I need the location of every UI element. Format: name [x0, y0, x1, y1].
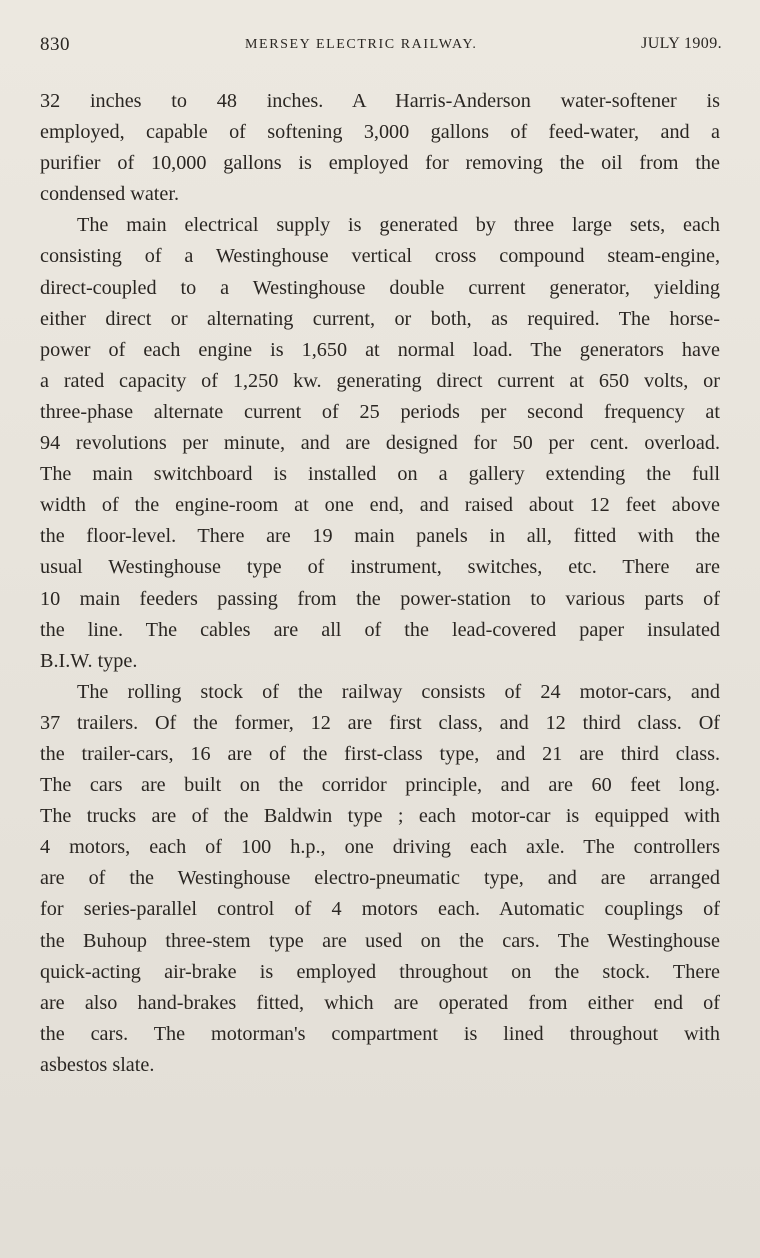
page-number: 830: [40, 34, 70, 55]
paragraph-2-line-15: B.I.W. type.: [40, 649, 138, 672]
paragraph-3-line-6: 4 motors, each of 100 h.p., one driving each axle. The controllers: [40, 836, 720, 859]
paragraph-2-line-9: The main switchboard is installed on a gallery extending the full: [40, 463, 720, 486]
paragraph-3-line-4: The cars are built on the corridor principle, and are 60 feet long.: [40, 774, 720, 797]
paragraph-3-line-3: the trailer-cars, 16 are of the first-class type, and 21 are third class.: [40, 742, 720, 765]
paragraph-2-line-4: either direct or alternating current, or both, as required. The horse-: [40, 307, 720, 330]
paragraph-2-line-10: width of the engine-room at one end, and raised about 12 feet above: [40, 494, 720, 517]
paragraph-3-line-10: quick-acting air-brake is employed throughout on the stock. There: [40, 960, 720, 983]
paragraph-3-line-9: the Buhoup three-stem type are used on the cars. The Westinghouse: [40, 929, 720, 952]
paragraph-2-line-7: three-phase alternate current of 25 periods per second frequency at: [40, 400, 720, 423]
running-head: [40, 34, 722, 56]
issue-date: JULY 1909.: [641, 35, 722, 52]
paragraph-3-line-7: are of the Westinghouse electro-pneumatic type, and are arranged: [40, 867, 720, 890]
paragraph-3-line-5: The trucks are of the Baldwin type ; each motor-car is equipped with: [40, 805, 720, 828]
paragraph-2-line-8: 94 revolutions per minute, and are designed for 50 per cent. overload.: [40, 432, 720, 455]
paragraph-1-line-3: purifier of 10,000 gallons is employed for removing the oil from the: [40, 152, 720, 175]
paragraph-2-line-5: power of each engine is 1,650 at normal load. The generators have: [40, 338, 720, 361]
paragraph-3-line-2: 37 trailers. Of the former, 12 are first class, and 12 third class. Of: [40, 711, 720, 734]
paragraph-3-line-8: for series-parallel control of 4 motors each. Automatic couplings of: [40, 898, 720, 921]
paragraph-3-line-13: asbestos slate.: [40, 1053, 155, 1076]
paragraph-2-line-11: the floor-level. There are 19 main panels in all, fitted with the: [40, 525, 720, 548]
paragraph-3-line-1: The rolling stock of the railway consists of 24 motor-cars, and: [77, 680, 720, 703]
paragraph-1-line-4: condensed water.: [40, 183, 180, 206]
journal-title: MERSEY ELECTRIC RAILWAY.: [245, 37, 478, 52]
paragraph-2-line-3: direct-coupled to a Westinghouse double current generator, yielding: [40, 276, 720, 299]
paragraph-2-line-12: usual Westinghouse type of instrument, switches, etc. There are: [40, 556, 720, 579]
paragraph-1-line-1: 32 inches to 48 inches. A Harris-Anderson water-softener is: [40, 90, 720, 112]
paragraph-2-line-14: the line. The cables are all of the lead-covered paper insulated: [40, 618, 720, 641]
paragraph-2-line-13: 10 main feeders passing from the power-station to various parts of: [40, 587, 720, 610]
paragraph-2-line-1: The main electrical supply is generated by three large sets, each: [77, 214, 720, 237]
paragraph-1-line-2: employed, capable of softening 3,000 gallons of feed-water, and a: [40, 121, 720, 144]
paragraph-2-line-6: a rated capacity of 1,250 kw. generating direct current at 650 volts, or: [40, 369, 720, 392]
paragraph-3-line-11: are also hand-brakes fitted, which are operated from either end of: [40, 991, 720, 1014]
paragraph-3-line-12: the cars. The motorman's compartment is lined throughout with: [40, 1022, 720, 1045]
paragraph-2-line-2: consisting of a Westinghouse vertical cross compound steam-engine,: [40, 245, 720, 268]
body-text: [40, 86, 720, 1081]
